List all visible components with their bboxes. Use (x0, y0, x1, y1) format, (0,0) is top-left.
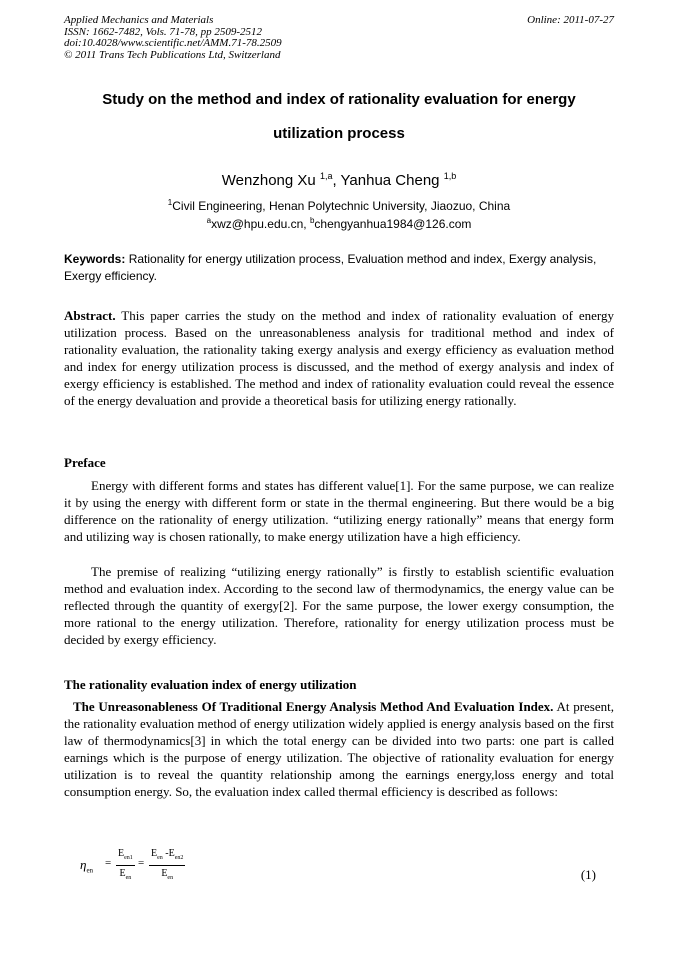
preface-paragraph-1: Energy with different forms and states has different value[1]. For the same purpose, we can realize it by using the energy with different form or state in the thermal engineering. But there would be a big difference on the rationality of energy utilization. “utilizing energy rationally” means that energy form and utilizing way is chosen rationally, to make energy utilization have a high efficiency. (64, 478, 614, 545)
copyright-line: © 2011 Trans Tech Publications Ltd, Switzerland (64, 48, 281, 61)
author-name: Wenzhong Xu (221, 172, 316, 189)
journal-name: Applied Mechanics and Materials (64, 14, 214, 26)
equals-sign: = (105, 857, 112, 869)
paper-title-line-2: utilization process (273, 125, 405, 142)
affiliation-text: Civil Engineering, Henan Polytechnic University, Jiaozuo, China (172, 199, 511, 213)
email-superscript: a (206, 216, 212, 225)
subsection-lead: The Unreasonableness Of Traditional Energy Analysis Method And Evaluation Index. (73, 699, 554, 714)
author-superscript: 1,a (319, 171, 333, 181)
keywords (64, 251, 614, 285)
equation-thermal-efficiency (80, 846, 210, 886)
email-b: chengyanhua1984@126.com (314, 217, 472, 231)
equation-number: (1) (580, 867, 596, 882)
abstract (64, 307, 614, 410)
affiliation-superscript: 1 (167, 198, 173, 207)
issn-line: ISSN: 1662-7482, Vols. 71-78, pp 2509-2512 (64, 25, 262, 38)
email-superscript: b (309, 216, 315, 225)
fraction-2: $E_{en}$ $-E_{en2}$ $E_{en}$ (151, 848, 184, 881)
section-heading-preface: Preface (64, 455, 106, 470)
preface-paragraph-2: The premise of realizing “utilizing energy rationally” is firstly to establish scientific evaluation method and evaluation index. According to the second law of thermodynamics, the energy value can be reflected through the quantity of exergy[2]. For the same purpose, the lower exergy consumption, the more rational to the energy utilization. Therefore, rationality for energy utilization process must be decided by exergy efficiency. (64, 564, 614, 648)
section-heading-rationality-index: The rationality evaluation index of energy utilization (64, 677, 357, 692)
author-list (64, 167, 614, 190)
doi-line: doi:10.4028/www.scientific.net/AMM.71-78.2509 (64, 37, 282, 49)
author-separator: , (332, 172, 341, 189)
subsection-text: At present, the rationality evaluation method of energy utilization widely applied is energy analysis based on the first law of thermodynamics[3] in which the total energy can be divided into two parts: one part is called earnings which is the purpose of energy utilization. The objective of rationality evaluation for energy utilization is to reveal the quantity relationship among the earnings energy,loss energy and total consumption energy. So, the evaluation index called thermal efficiency is described as follows: (64, 699, 614, 800)
keywords-text: Rationality for energy utilization process, Evaluation method and index, Exergy analysis, Exergy efficiency. (64, 252, 597, 283)
online-date: Online: 2011-07-27 (527, 14, 614, 26)
fraction-1: $E_{en1}$ $E_{en}$ (118, 848, 133, 881)
abstract-label: Abstract. (64, 308, 116, 323)
eta-symbol: $\eta_{en}$ (80, 857, 94, 875)
email-a: xwz@hpu.edu.cn, (211, 217, 310, 231)
abstract-text: This paper carries the study on the method and index of rationality evaluation of energy utilization process. Based on the unreasonableness analysis for traditional method and index of rationality evaluation, the rationality taking exergy analysis and exergy efficiency as evaluation method and index for energy utilization process is discussed, and the method of exergy analysis and index of exergy efficiency is established. The method and index of rationality evaluation could reveal the essence of the energy devaluation and provide a theoretical basis for utilizing energy rationally. (64, 308, 614, 409)
affiliation (64, 195, 614, 214)
paper-title-line-1: Study on the method and index of rationality evaluation for energy (102, 91, 576, 108)
author-superscript: 1,b (443, 171, 457, 181)
section-paragraph (64, 698, 614, 801)
author-emails (64, 213, 614, 232)
keywords-label: Keywords: (64, 252, 126, 266)
equals-sign: = (138, 857, 145, 869)
journal-header (64, 15, 282, 61)
author-name: Yanhua Cheng (340, 172, 440, 189)
